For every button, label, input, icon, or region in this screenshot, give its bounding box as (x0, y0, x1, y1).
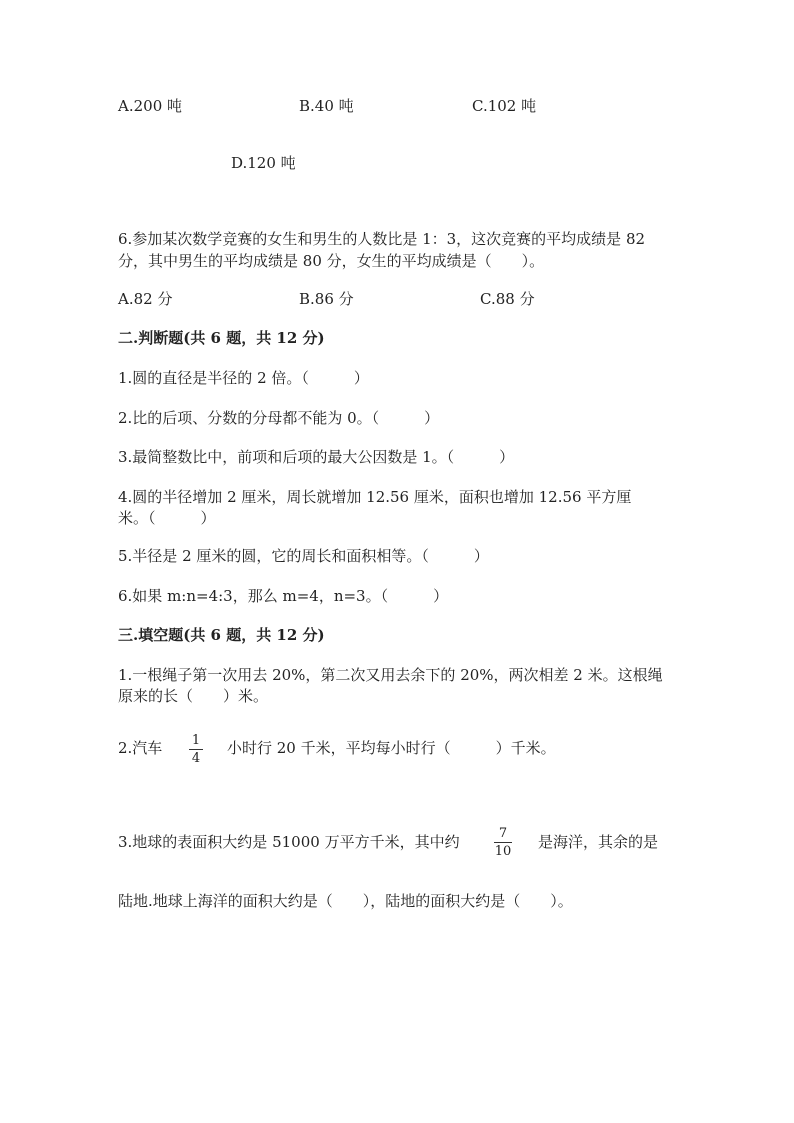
fraction-numerator: 7 (498, 826, 508, 841)
fraction-denominator: 10 (494, 844, 512, 859)
judge-item-4-line2: 米。（ ） (118, 509, 216, 527)
q6-option-c: C.88 分 (480, 290, 535, 308)
judge-item-2: 2.比的后项、分数的分母都不能为 0。（ ） (118, 409, 440, 427)
q6-text-line1: 6.参加某次数学竞赛的女生和男生的人数比是 1：3，这次竞赛的平均成绩是 82 (118, 230, 646, 248)
fill-q3-prefix: 3.地球的表面积大约是 51000 万平方千米，其中约 (118, 833, 460, 851)
fill-q3-fraction (494, 826, 512, 859)
fraction-bar (494, 842, 512, 843)
q5-option-b: B.40 吨 (299, 97, 354, 115)
q6-option-a: A.82 分 (118, 290, 173, 308)
section2-heading: 二.判断题(共 6 题，共 12 分) (118, 329, 325, 347)
judge-item-5: 5.半径是 2 厘米的圆，它的周长和面积相等。（ ） (118, 547, 489, 565)
q6-option-b: B.86 分 (299, 290, 354, 308)
judge-item-1: 1.圆的直径是半径的 2 倍。（ ） (118, 369, 369, 387)
judge-item-6: 6.如果 m:n=4:3，那么 m=4，n=3。（ ） (118, 587, 449, 605)
q5-option-a: A.200 吨 (118, 97, 182, 115)
fraction-numerator: 1 (191, 733, 201, 748)
q5-option-c: C.102 吨 (472, 97, 537, 115)
judge-item-3: 3.最简整数比中，前项和后项的最大公因数是 1。（ ） (118, 448, 515, 466)
q5-option-d: D.120 吨 (231, 154, 296, 172)
fill-q3-line2: 陆地.地球上海洋的面积大约是（ ），陆地的面积大约是（ ）。 (118, 892, 573, 910)
section3-heading: 三.填空题(共 6 题，共 12 分) (118, 626, 325, 644)
fill-q2-fraction (189, 733, 203, 766)
fraction-denominator: 4 (191, 751, 201, 766)
fill-q1-line1: 1.一根绳子第一次用去 20%，第二次又用去余下的 20%，两次相差 2 米。这根绳 (118, 666, 663, 684)
fill-q2-prefix: 2.汽车 (118, 739, 163, 757)
judge-item-4-line1: 4.圆的半径增加 2 厘米，周长就增加 12.56 厘米，面积也增加 12.56 平方厘 (118, 488, 632, 506)
fill-q2-suffix: 小时行 20 千米，平均每小时行（ ）千米。 (227, 739, 556, 757)
fill-q3-suffix: 是海洋，其余的是 (538, 833, 659, 851)
q6-text-line2: 分，其中男生的平均成绩是 80 分，女生的平均成绩是（ ）。 (118, 252, 545, 270)
fill-q1-line2: 原来的长（ ）米。 (118, 687, 269, 705)
fraction-bar (189, 749, 203, 750)
